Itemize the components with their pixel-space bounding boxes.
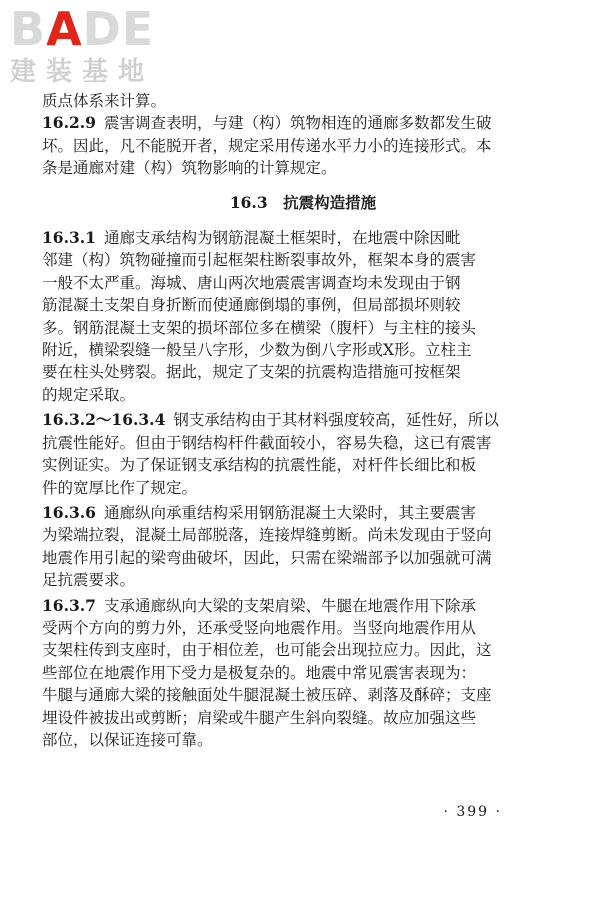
clause-number: 16.3.6: [42, 502, 96, 522]
text-line: 受两个方向的剪力外，还承受竖向地震作用。当竖向地震作用从: [42, 618, 477, 637]
clause-number: 16.3.7: [42, 595, 96, 615]
text-line: 实例证实。为了保证钢支承结构的抗震性能，对杆件长细比和板: [42, 456, 477, 475]
text-line: 的规定采取。: [42, 385, 136, 404]
text-line: 坏。因此，凡不能脱开者，规定采用传递水平力小的连接形式。本: [42, 136, 492, 155]
text-line: 多。钢筋混凝土支架的损坏部位多在横梁（腹杆）与主柱的接头: [42, 318, 477, 337]
bade-logo: [10, 2, 180, 90]
text-line: 抗震性能好。但由于钢结构杆件截面较小，容易失稳，这已有震害: [42, 433, 492, 452]
text-line: 附近，横梁裂缝一般呈八字形，少数为倒八字形或X形。立柱主: [42, 341, 472, 360]
text-line: 一般不太严重。海城、唐山两次地震震害调查均未发现由于钢: [42, 273, 461, 292]
text-line: 埋设件被拔出或剪断；肩梁或牛腿产生斜向裂缝。故应加强这些: [42, 708, 477, 727]
clause-number: 16.2.9: [42, 113, 96, 133]
logo-wordmark: BADE: [10, 2, 155, 56]
page-number: · 399 ·: [443, 804, 502, 820]
text-line: 支架柱传到支座时，由于相位差，也可能会出现拉应力。因此，这: [42, 641, 492, 660]
clause-16-3-6: 16.3.6 通廊纵向承重结构采用钢筋混凝土大梁时，其主要震害: [42, 502, 476, 522]
clause-16-3-2: 16.3.2～16.3.4 钢支承结构由于其材料强度较高，延性好，所以: [42, 410, 499, 430]
clause-16-3-1: 16.3.1 通廊支承结构为钢筋混凝土框架时，在地震中除因毗: [42, 228, 461, 248]
text-line: 地震作用引起的梁弯曲破坏，因此，只需在梁端部予以加强就可满: [42, 548, 492, 567]
text-line: 邻建（构）筑物碰撞而引起框架柱断裂事故外，框架本身的震害: [42, 251, 477, 270]
text-line: 质点体系来计算。: [42, 92, 167, 110]
clause-number: 16.3.2～16.3.4: [42, 410, 166, 430]
section-heading: 16.3 抗震构造措施: [229, 192, 377, 212]
text-line: 筋混凝土支架自身折断而使通廊倒塌的事例，但局部损坏则较: [42, 296, 461, 315]
text-line: 要在柱头处劈裂。据此，规定了支架的抗震构造措施可按框架: [42, 363, 461, 382]
clause-16-2-9: 16.2.9 震害调查表明，与建（构）筑物相连的通廊多数都发生破: [42, 113, 492, 133]
clause-number: 16.3.1: [42, 228, 96, 248]
text-line: 为梁端拉裂，混凝土局部脱落，连接焊缝剪断。尚未发现由于竖向: [42, 526, 492, 545]
text-line: 件的宽厚比作了规定。: [42, 478, 198, 497]
text-line: 些部位在地震作用下受力是极复杂的。地震中常见震害表现为：: [42, 663, 477, 682]
clause-16-3-7: 16.3.7 支承通廊纵向大梁的支架肩梁、牛腿在地震作用下除承: [42, 595, 476, 615]
text-line: 条是通廊对建（构）筑物影响的计算规定。: [42, 159, 337, 178]
logo-subtitle: 建装基地: [10, 57, 155, 87]
text-line: 足抗震要求。: [42, 571, 136, 590]
text-line: 牛腿与通廊大梁的接触面处牛腿混凝土被压碎、剥落及酥碎；支座: [42, 686, 492, 705]
document-body: [42, 90, 564, 751]
text-line: 部位，以保证连接可靠。: [42, 730, 213, 749]
